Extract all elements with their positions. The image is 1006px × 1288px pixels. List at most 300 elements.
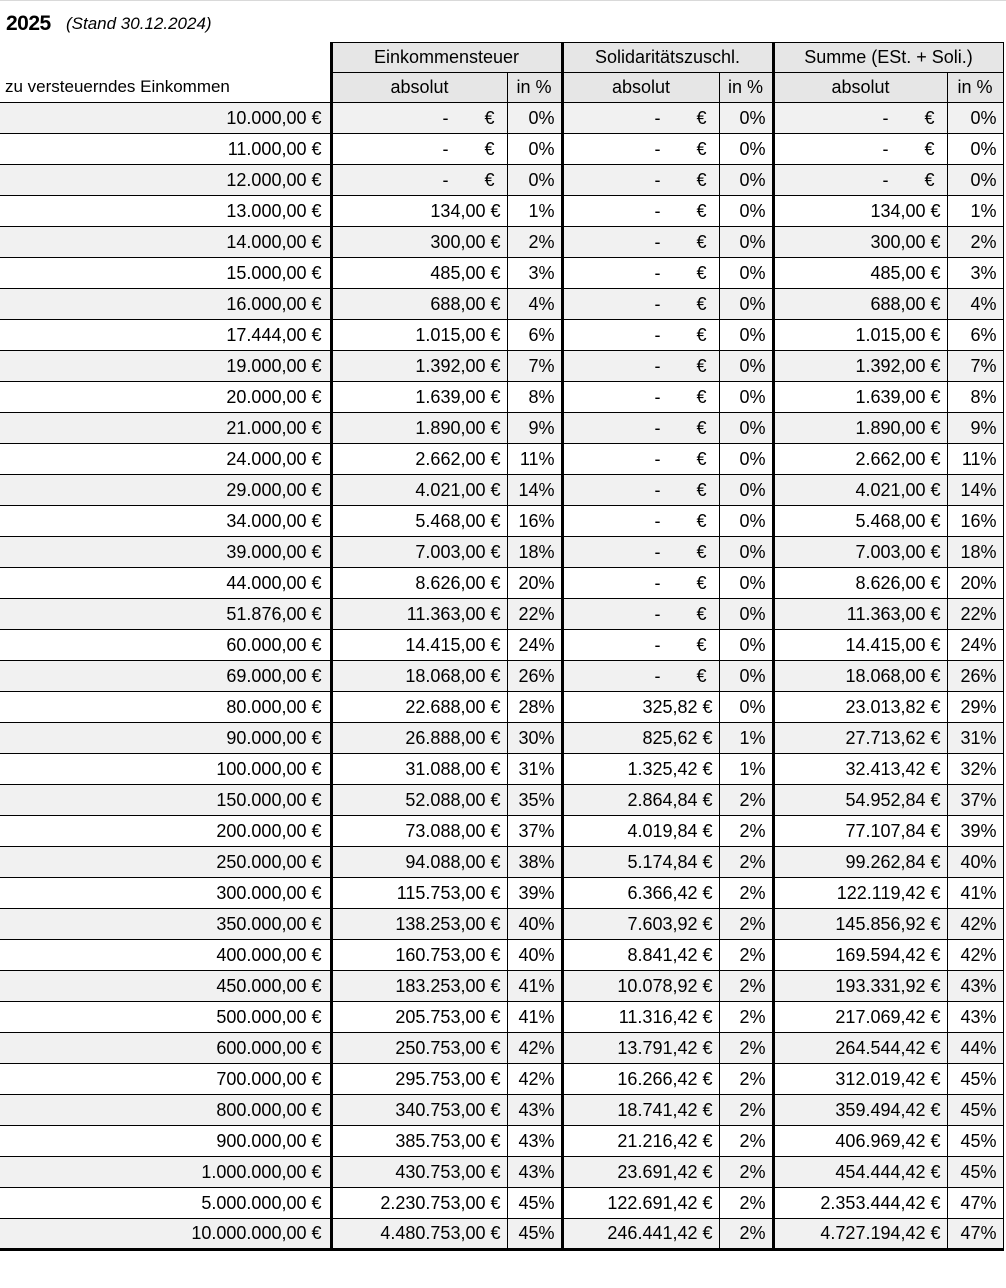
cell-est-pct: 37%	[507, 816, 562, 847]
cell-est-pct: 40%	[507, 940, 562, 971]
cell-sum-pct: 22%	[947, 599, 1003, 630]
table-row	[0, 785, 1003, 816]
cell-soli-pct: 0%	[719, 165, 773, 196]
euro-mark: €	[696, 355, 707, 376]
cell-income: 60.000,00 €	[0, 630, 331, 661]
euro-mark: €	[696, 417, 707, 438]
dash-mark: -	[442, 107, 449, 128]
cell-soli-absolut: 8.841,42 €	[562, 940, 719, 971]
table-row	[0, 444, 1003, 475]
header-group-row	[0, 43, 1003, 73]
table-row	[0, 413, 1003, 444]
cell-est-absolut: 31.088,00 €	[331, 754, 507, 785]
cell-soli-absolut: 11.316,42 €	[562, 1002, 719, 1033]
cell-sum-pct: 7%	[947, 351, 1003, 382]
title-row	[0, 0, 1006, 42]
cell-soli-pct: 1%	[719, 754, 773, 785]
cell-soli-absolut	[562, 196, 719, 227]
dash-mark: -	[654, 479, 661, 500]
cell-soli-absolut: 246.441,42 €	[562, 1219, 719, 1250]
cell-sum-absolut: 5.468,00 €	[773, 506, 947, 537]
table-row	[0, 196, 1003, 227]
cell-est-pct: 20%	[507, 568, 562, 599]
cell-est-absolut: 14.415,00 €	[331, 630, 507, 661]
cell-sum-pct: 29%	[947, 692, 1003, 723]
euro-mark: €	[696, 572, 707, 593]
cell-soli-pct: 1%	[719, 723, 773, 754]
cell-sum-pct: 42%	[947, 940, 1003, 971]
title-stand: (Stand 30.12.2024)	[66, 14, 212, 33]
cell-soli-pct: 0%	[719, 103, 773, 134]
cell-income: 51.876,00 €	[0, 599, 331, 630]
cell-est-pct: 45%	[507, 1219, 562, 1250]
cell-income: 11.000,00 €	[0, 134, 331, 165]
dash-mark: -	[882, 107, 889, 128]
cell-est-absolut: 134,00 €	[331, 196, 507, 227]
cell-est-pct: 14%	[507, 475, 562, 506]
dash-mark: -	[654, 665, 661, 686]
cell-income: 5.000.000,00 €	[0, 1188, 331, 1219]
cell-est-pct: 22%	[507, 599, 562, 630]
table-row	[0, 816, 1003, 847]
cell-est-absolut: 52.088,00 €	[331, 785, 507, 816]
cell-soli-pct: 2%	[719, 1219, 773, 1250]
cell-est-absolut: 340.753,00 €	[331, 1095, 507, 1126]
cell-est-absolut	[331, 134, 507, 165]
cell-est-pct: 9%	[507, 413, 562, 444]
cell-income: 400.000,00 €	[0, 940, 331, 971]
cell-sum-absolut: 264.544,42 €	[773, 1033, 947, 1064]
cell-income: 14.000,00 €	[0, 227, 331, 258]
header-blank	[0, 43, 331, 73]
table-row	[0, 878, 1003, 909]
cell-est-absolut: 430.753,00 €	[331, 1157, 507, 1188]
cell-est-pct: 42%	[507, 1064, 562, 1095]
table-row	[0, 661, 1003, 692]
cell-est-absolut: 11.363,00 €	[331, 599, 507, 630]
cell-income: 44.000,00 €	[0, 568, 331, 599]
cell-soli-pct: 0%	[719, 537, 773, 568]
euro-mark: €	[924, 169, 935, 190]
table-row	[0, 382, 1003, 413]
cell-sum-pct: 14%	[947, 475, 1003, 506]
cell-income: 700.000,00 €	[0, 1064, 331, 1095]
cell-sum-absolut: 8.626,00 €	[773, 568, 947, 599]
euro-mark: €	[696, 510, 707, 531]
cell-income: 150.000,00 €	[0, 785, 331, 816]
cell-sum-absolut: 99.262,84 €	[773, 847, 947, 878]
cell-soli-absolut	[562, 289, 719, 320]
euro-mark: €	[484, 169, 495, 190]
cell-sum-absolut: 122.119,42 €	[773, 878, 947, 909]
cell-est-absolut: 1.890,00 €	[331, 413, 507, 444]
cell-est-absolut: 385.753,00 €	[331, 1126, 507, 1157]
cell-income: 250.000,00 €	[0, 847, 331, 878]
cell-soli-pct: 0%	[719, 568, 773, 599]
cell-soli-absolut: 7.603,92 €	[562, 909, 719, 940]
table-row	[0, 289, 1003, 320]
cell-sum-absolut: 1.392,00 €	[773, 351, 947, 382]
dash-mark: -	[654, 634, 661, 655]
euro-mark: €	[696, 665, 707, 686]
dash-mark: -	[654, 138, 661, 159]
euro-mark: €	[696, 138, 707, 159]
cell-soli-pct: 0%	[719, 382, 773, 413]
cell-sum-pct: 43%	[947, 971, 1003, 1002]
cell-sum-absolut: 54.952,84 €	[773, 785, 947, 816]
cell-sum-absolut: 312.019,42 €	[773, 1064, 947, 1095]
table-row	[0, 1033, 1003, 1064]
cell-sum-absolut: 406.969,42 €	[773, 1126, 947, 1157]
cell-sum-pct: 9%	[947, 413, 1003, 444]
cell-est-pct: 16%	[507, 506, 562, 537]
cell-est-pct: 39%	[507, 878, 562, 909]
cell-soli-absolut	[562, 413, 719, 444]
cell-income: 90.000,00 €	[0, 723, 331, 754]
header-sum-absolut: absolut	[773, 73, 947, 103]
cell-est-absolut: 1.639,00 €	[331, 382, 507, 413]
cell-est-absolut: 73.088,00 €	[331, 816, 507, 847]
cell-soli-absolut	[562, 320, 719, 351]
header-summe: Summe (ESt. + Soli.)	[773, 43, 1003, 73]
cell-est-absolut: 183.253,00 €	[331, 971, 507, 1002]
cell-sum-pct: 3%	[947, 258, 1003, 289]
table-row	[0, 1064, 1003, 1095]
cell-sum-pct: 43%	[947, 1002, 1003, 1033]
cell-income: 100.000,00 €	[0, 754, 331, 785]
cell-soli-pct: 0%	[719, 506, 773, 537]
cell-sum-pct: 0%	[947, 134, 1003, 165]
cell-sum-absolut: 300,00 €	[773, 227, 947, 258]
dash-mark: -	[654, 572, 661, 593]
cell-soli-absolut: 825,62 €	[562, 723, 719, 754]
cell-sum-absolut: 217.069,42 €	[773, 1002, 947, 1033]
cell-income: 17.444,00 €	[0, 320, 331, 351]
cell-soli-pct: 0%	[719, 630, 773, 661]
cell-sum-absolut: 23.013,82 €	[773, 692, 947, 723]
cell-income: 15.000,00 €	[0, 258, 331, 289]
cell-est-pct: 43%	[507, 1126, 562, 1157]
cell-est-absolut: 138.253,00 €	[331, 909, 507, 940]
cell-est-absolut: 5.468,00 €	[331, 506, 507, 537]
cell-soli-absolut: 2.864,84 €	[562, 785, 719, 816]
table-row	[0, 1002, 1003, 1033]
cell-sum-pct: 40%	[947, 847, 1003, 878]
cell-sum-absolut: 4.021,00 €	[773, 475, 947, 506]
cell-sum-absolut: 359.494,42 €	[773, 1095, 947, 1126]
cell-sum-pct: 11%	[947, 444, 1003, 475]
dash-mark: -	[654, 355, 661, 376]
dash-mark: -	[654, 448, 661, 469]
cell-est-pct: 35%	[507, 785, 562, 816]
cell-soli-absolut	[562, 475, 719, 506]
table-row	[0, 909, 1003, 940]
cell-soli-pct: 0%	[719, 444, 773, 475]
header-soli-absolut: absolut	[562, 73, 719, 103]
euro-mark: €	[696, 386, 707, 407]
cell-soli-pct: 2%	[719, 940, 773, 971]
header-einkommensteuer: Einkommensteuer	[331, 43, 562, 73]
table-row	[0, 506, 1003, 537]
cell-est-absolut: 4.021,00 €	[331, 475, 507, 506]
cell-sum-pct: 24%	[947, 630, 1003, 661]
cell-sum-pct: 4%	[947, 289, 1003, 320]
table-row	[0, 847, 1003, 878]
cell-sum-pct: 45%	[947, 1157, 1003, 1188]
table-row	[0, 227, 1003, 258]
cell-est-absolut: 1.392,00 €	[331, 351, 507, 382]
cell-soli-pct: 2%	[719, 847, 773, 878]
dash-mark: -	[882, 169, 889, 190]
title-year: 2025	[6, 12, 51, 35]
cell-sum-absolut	[773, 165, 947, 196]
table-row	[0, 351, 1003, 382]
cell-est-absolut: 250.753,00 €	[331, 1033, 507, 1064]
euro-mark: €	[696, 603, 707, 624]
cell-est-absolut: 1.015,00 €	[331, 320, 507, 351]
table-row	[0, 1188, 1003, 1219]
cell-sum-pct: 26%	[947, 661, 1003, 692]
cell-est-pct: 30%	[507, 723, 562, 754]
cell-income: 300.000,00 €	[0, 878, 331, 909]
euro-mark: €	[696, 293, 707, 314]
cell-soli-absolut	[562, 165, 719, 196]
table-row	[0, 723, 1003, 754]
cell-soli-pct: 0%	[719, 227, 773, 258]
cell-income: 200.000,00 €	[0, 816, 331, 847]
table-row	[0, 165, 1003, 196]
dash-mark: -	[882, 138, 889, 159]
cell-soli-absolut	[562, 227, 719, 258]
dash-mark: -	[442, 138, 449, 159]
cell-est-absolut	[331, 103, 507, 134]
cell-soli-absolut	[562, 568, 719, 599]
cell-est-pct: 4%	[507, 289, 562, 320]
cell-soli-pct: 2%	[719, 1188, 773, 1219]
cell-est-absolut: 22.688,00 €	[331, 692, 507, 723]
cell-soli-pct: 2%	[719, 909, 773, 940]
cell-sum-absolut: 7.003,00 €	[773, 537, 947, 568]
cell-income: 34.000,00 €	[0, 506, 331, 537]
cell-sum-absolut	[773, 134, 947, 165]
cell-income: 1.000.000,00 €	[0, 1157, 331, 1188]
cell-soli-absolut: 5.174,84 €	[562, 847, 719, 878]
cell-income: 80.000,00 €	[0, 692, 331, 723]
cell-soli-absolut: 122.691,42 €	[562, 1188, 719, 1219]
dash-mark: -	[654, 107, 661, 128]
header-income-label: zu versteuerndes Einkommen	[0, 73, 331, 103]
table-row	[0, 692, 1003, 723]
cell-sum-pct: 0%	[947, 165, 1003, 196]
cell-income: 10.000.000,00 €	[0, 1219, 331, 1250]
cell-est-absolut: 7.003,00 €	[331, 537, 507, 568]
table-row	[0, 940, 1003, 971]
cell-sum-absolut: 18.068,00 €	[773, 661, 947, 692]
cell-est-pct: 31%	[507, 754, 562, 785]
cell-est-pct: 45%	[507, 1188, 562, 1219]
cell-soli-absolut: 13.791,42 €	[562, 1033, 719, 1064]
cell-soli-absolut	[562, 537, 719, 568]
cell-soli-pct: 0%	[719, 351, 773, 382]
cell-sum-absolut: 2.662,00 €	[773, 444, 947, 475]
dash-mark: -	[654, 417, 661, 438]
cell-sum-absolut: 32.413,42 €	[773, 754, 947, 785]
dash-mark: -	[442, 169, 449, 190]
cell-income: 20.000,00 €	[0, 382, 331, 413]
cell-soli-absolut: 1.325,42 €	[562, 754, 719, 785]
cell-soli-pct: 2%	[719, 1064, 773, 1095]
cell-soli-pct: 2%	[719, 1157, 773, 1188]
cell-est-absolut: 18.068,00 €	[331, 661, 507, 692]
cell-soli-absolut: 23.691,42 €	[562, 1157, 719, 1188]
cell-sum-absolut: 134,00 €	[773, 196, 947, 227]
cell-income: 69.000,00 €	[0, 661, 331, 692]
cell-soli-pct: 2%	[719, 785, 773, 816]
euro-mark: €	[696, 169, 707, 190]
cell-soli-pct: 0%	[719, 134, 773, 165]
cell-income: 800.000,00 €	[0, 1095, 331, 1126]
cell-est-pct: 0%	[507, 134, 562, 165]
cell-est-pct: 7%	[507, 351, 562, 382]
dash-mark: -	[654, 262, 661, 283]
table-row	[0, 1126, 1003, 1157]
cell-sum-absolut: 77.107,84 €	[773, 816, 947, 847]
cell-sum-pct: 18%	[947, 537, 1003, 568]
cell-sum-absolut: 11.363,00 €	[773, 599, 947, 630]
cell-soli-pct: 0%	[719, 692, 773, 723]
table-body	[0, 103, 1003, 1250]
header-sum-pct: in %	[947, 73, 1003, 103]
cell-est-pct: 8%	[507, 382, 562, 413]
euro-mark: €	[696, 324, 707, 345]
cell-est-pct: 41%	[507, 1002, 562, 1033]
cell-soli-pct: 2%	[719, 971, 773, 1002]
cell-income: 39.000,00 €	[0, 537, 331, 568]
cell-est-pct: 1%	[507, 196, 562, 227]
euro-mark: €	[924, 107, 935, 128]
cell-sum-pct: 8%	[947, 382, 1003, 413]
cell-est-absolut: 688,00 €	[331, 289, 507, 320]
header-est-pct: in %	[507, 73, 562, 103]
cell-sum-pct: 32%	[947, 754, 1003, 785]
cell-sum-absolut: 14.415,00 €	[773, 630, 947, 661]
cell-sum-pct: 45%	[947, 1095, 1003, 1126]
cell-soli-absolut	[562, 630, 719, 661]
cell-income: 21.000,00 €	[0, 413, 331, 444]
euro-mark: €	[484, 107, 495, 128]
cell-soli-absolut: 6.366,42 €	[562, 878, 719, 909]
table-row	[0, 1157, 1003, 1188]
cell-est-pct: 43%	[507, 1157, 562, 1188]
cell-soli-pct: 0%	[719, 413, 773, 444]
cell-sum-absolut: 454.444,42 €	[773, 1157, 947, 1188]
cell-income: 350.000,00 €	[0, 909, 331, 940]
cell-sum-pct: 45%	[947, 1064, 1003, 1095]
cell-soli-pct: 0%	[719, 289, 773, 320]
table-row	[0, 537, 1003, 568]
cell-income: 10.000,00 €	[0, 103, 331, 134]
header-est-absolut: absolut	[331, 73, 507, 103]
cell-est-pct: 42%	[507, 1033, 562, 1064]
table-row	[0, 103, 1003, 134]
table-row	[0, 754, 1003, 785]
cell-est-pct: 38%	[507, 847, 562, 878]
cell-est-pct: 11%	[507, 444, 562, 475]
cell-sum-absolut: 1.015,00 €	[773, 320, 947, 351]
cell-sum-absolut	[773, 103, 947, 134]
cell-est-pct: 40%	[507, 909, 562, 940]
cell-est-absolut: 2.662,00 €	[331, 444, 507, 475]
cell-soli-absolut	[562, 661, 719, 692]
table-row	[0, 475, 1003, 506]
table-row	[0, 258, 1003, 289]
cell-est-absolut: 26.888,00 €	[331, 723, 507, 754]
cell-income: 600.000,00 €	[0, 1033, 331, 1064]
cell-soli-pct: 0%	[719, 475, 773, 506]
cell-est-pct: 0%	[507, 165, 562, 196]
euro-mark: €	[696, 448, 707, 469]
cell-sum-pct: 1%	[947, 196, 1003, 227]
cell-est-pct: 3%	[507, 258, 562, 289]
cell-sum-pct: 47%	[947, 1188, 1003, 1219]
cell-income: 900.000,00 €	[0, 1126, 331, 1157]
cell-income: 16.000,00 €	[0, 289, 331, 320]
euro-mark: €	[696, 200, 707, 221]
cell-soli-absolut: 325,82 €	[562, 692, 719, 723]
cell-sum-pct: 37%	[947, 785, 1003, 816]
cell-est-absolut: 300,00 €	[331, 227, 507, 258]
cell-est-absolut: 115.753,00 €	[331, 878, 507, 909]
euro-mark: €	[696, 634, 707, 655]
cell-est-pct: 18%	[507, 537, 562, 568]
cell-soli-pct: 0%	[719, 661, 773, 692]
dash-mark: -	[654, 324, 661, 345]
cell-soli-pct: 2%	[719, 1126, 773, 1157]
cell-soli-absolut: 16.266,42 €	[562, 1064, 719, 1095]
cell-est-pct: 43%	[507, 1095, 562, 1126]
euro-mark: €	[696, 541, 707, 562]
cell-income: 29.000,00 €	[0, 475, 331, 506]
cell-sum-absolut: 193.331,92 €	[773, 971, 947, 1002]
cell-sum-absolut: 2.353.444,42 €	[773, 1188, 947, 1219]
cell-income: 24.000,00 €	[0, 444, 331, 475]
cell-soli-absolut	[562, 382, 719, 413]
cell-sum-pct: 41%	[947, 878, 1003, 909]
dash-mark: -	[654, 200, 661, 221]
cell-soli-absolut: 21.216,42 €	[562, 1126, 719, 1157]
cell-sum-absolut: 27.713,62 €	[773, 723, 947, 754]
cell-soli-absolut	[562, 599, 719, 630]
cell-sum-pct: 47%	[947, 1219, 1003, 1250]
cell-est-absolut: 295.753,00 €	[331, 1064, 507, 1095]
dash-mark: -	[654, 510, 661, 531]
table-row	[0, 134, 1003, 165]
cell-sum-pct: 0%	[947, 103, 1003, 134]
cell-sum-pct: 45%	[947, 1126, 1003, 1157]
cell-est-absolut: 485,00 €	[331, 258, 507, 289]
table-row	[0, 320, 1003, 351]
cell-sum-absolut: 1.890,00 €	[773, 413, 947, 444]
cell-income: 12.000,00 €	[0, 165, 331, 196]
cell-est-pct: 41%	[507, 971, 562, 1002]
cell-est-absolut: 4.480.753,00 €	[331, 1219, 507, 1250]
table-row	[0, 1095, 1003, 1126]
euro-mark: €	[924, 138, 935, 159]
cell-est-pct: 28%	[507, 692, 562, 723]
cell-soli-absolut: 10.078,92 €	[562, 971, 719, 1002]
cell-soli-pct: 2%	[719, 816, 773, 847]
cell-sum-absolut: 169.594,42 €	[773, 940, 947, 971]
